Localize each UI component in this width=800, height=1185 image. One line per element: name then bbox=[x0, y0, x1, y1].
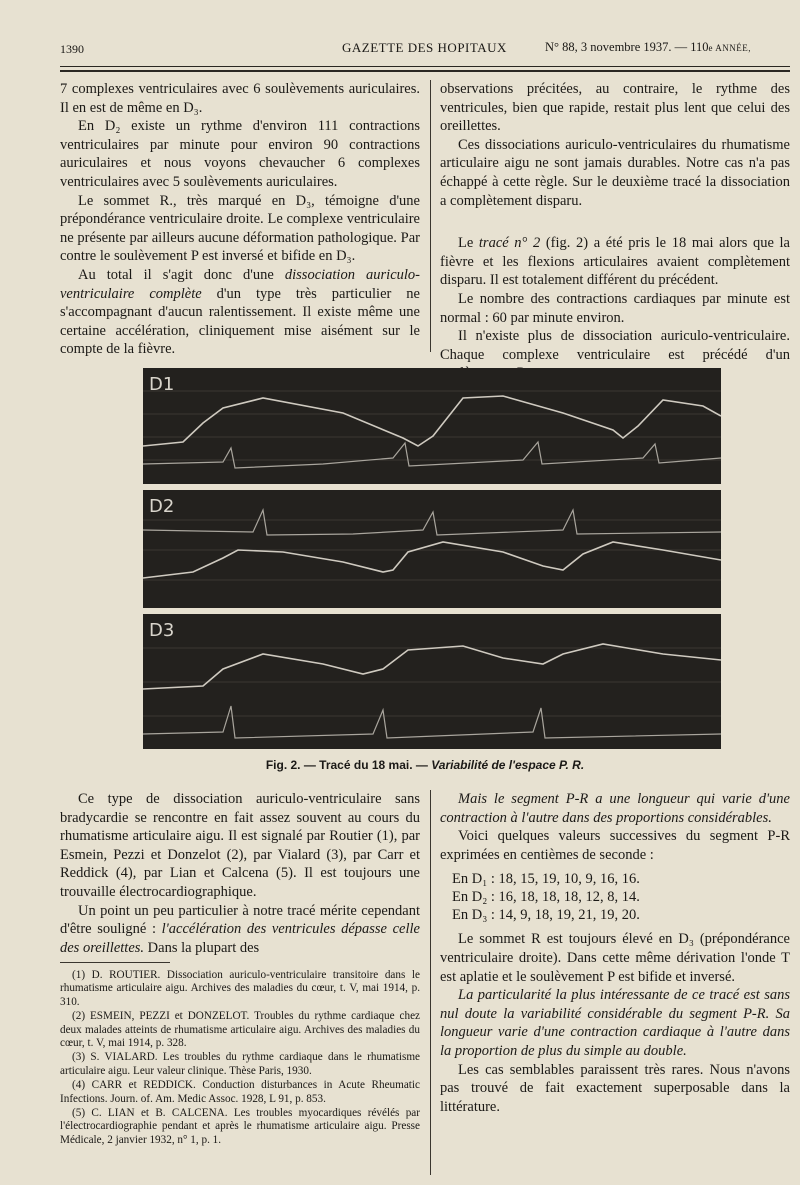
caption-title: Variabilité de l'espace P. R. bbox=[431, 758, 585, 772]
paragraph bbox=[440, 234, 790, 290]
header-rule-thick bbox=[60, 70, 790, 72]
text-run: d'un type très particulier ne s'accompagnant d'aucun ralentissement. Il existe même une certaine accélération, cliniquement mise aisément sur le compte de la fièvre. bbox=[60, 285, 420, 358]
text-run: (fig. 2) a été pris le 18 mai alors que la fièvre et les flexions articulaires avaient complètement disparu. Il est totalement différent du précédent. bbox=[440, 235, 790, 289]
column-divider bbox=[430, 790, 431, 1175]
paragraph: 7 complexes ventriculaires avec 6 soulèvements auriculaires. Il en est de même en D₃. bbox=[60, 81, 420, 116]
paragraph: En D₂ existe un rythme d'environ 111 contractions ventriculaires par minute pour environ 90 contractions auriculaires et nous voyons chevaucher 6 complexes ventriculaires avec 5 soulèvements auriculaires. bbox=[60, 118, 420, 190]
paragraph: Il n'existe plus de dissociation auriculo-ventriculaire. Chaque complexe ventriculaire est précédé d'un bbox=[440, 328, 790, 363]
text-run: Le bbox=[458, 235, 479, 252]
pr-values-d3: En D₃ : 14, 9, 18, 19, 21, 19, 20. bbox=[452, 907, 640, 924]
paragraph bbox=[60, 902, 420, 958]
footnote: (1) D. ROUTIER. Dissociation auriculo-ventriculaire transitoire dans le rhumatisme articulaire aigu. Archives des maladies du cœur, t. V, mai 1914, p. 310. bbox=[60, 969, 420, 1008]
journal-title: GAZETTE DES HOPITAUX bbox=[342, 40, 507, 55]
lead-name: D1 bbox=[149, 374, 175, 395]
lead-label bbox=[149, 374, 174, 395]
running-header bbox=[60, 38, 790, 60]
paragraph: Les cas semblables paraissent très rares. Nous n'avons pas trouvé de fait exactement superposable dans la littérature. bbox=[440, 1061, 790, 1115]
italic-run: dissociation auriculo-ventriculaire complète bbox=[60, 266, 420, 302]
text-run: Dans la plupart des bbox=[144, 939, 260, 956]
column-bottom-right bbox=[440, 790, 790, 1116]
paragraph bbox=[60, 266, 420, 359]
ecg-trace bbox=[143, 614, 721, 749]
paragraph: Mais le segment P-R a une longueur qui varie d'une contraction à l'autre dans des proportions considérables. bbox=[440, 791, 790, 826]
lead-name: D3 bbox=[149, 620, 175, 641]
text-run: Au total il s'agit donc d'une bbox=[78, 266, 285, 283]
paragraph: observations précitées, au contraire, le rythme des ventricules, bien que rapide, restait plus lent que celui des oreillettes. bbox=[440, 81, 790, 135]
lead-label bbox=[149, 496, 174, 517]
ecg-strip-d2 bbox=[143, 490, 721, 608]
pr-values-d2: En D₂ : 16, 18, 18, 18, 12, 8, 14. bbox=[452, 889, 640, 906]
ecg-strip-d1 bbox=[143, 368, 721, 484]
footnote: (3) S. VIALARD. Les troubles du rythme cardiaque dans le rhumatisme articulaire aigu. Leur valeur clinique. Thèse Paris, 1930. bbox=[60, 1051, 420, 1077]
paragraph: Le nombre des contractions cardiaques par minute est normal : 60 par minute environ. bbox=[440, 290, 790, 326]
pr-values-d1: En D₁ : 18, 15, 19, 10, 9, 16, 16. bbox=[452, 871, 640, 888]
caption-label: Fig. 2. — Tracé du 18 mai. — bbox=[265, 758, 432, 772]
text-run: Un point un peu particulier à notre tracé mérite cependant d'être souligné : bbox=[60, 902, 420, 938]
footnote: (2) ESMEIN, PEZZI et DONZELOT. Troubles du rythme cardiaque chez deux malades atteints de rhumatisme articulaire aigu. Archives des maladies du cœur, t. V, mai 1914, p. 328. bbox=[60, 1010, 420, 1050]
issue-suffix: e ANNÉE, bbox=[708, 43, 752, 53]
page-number: 1390 bbox=[60, 42, 84, 56]
footnote: (5) C. LIAN et B. CALCENA. Les troubles myocardiques révélés par l'électrocardiographie pendant et après le rhumatisme articulaire aigu. Presse Médicale, 2 janvier 1932, n° 1, p. 1. bbox=[60, 1107, 420, 1146]
paragraph: Voici quelques valeurs successives du segment P-R exprimées en centièmes de seconde : bbox=[440, 828, 790, 863]
ecg-trace bbox=[143, 368, 721, 484]
pr-values bbox=[452, 870, 790, 924]
italic-run: tracé n° 2 bbox=[478, 235, 541, 252]
lead-label bbox=[149, 620, 174, 641]
ecg-strip-d3 bbox=[143, 614, 721, 749]
column-divider bbox=[430, 80, 431, 352]
footnote: (4) CARR et REDDICK. Conduction disturbances in Acute Rheumatic Infections. Journ. of. Am. Medic Assoc. 1928, L 91, p. 853. bbox=[60, 1079, 420, 1105]
issue-info bbox=[545, 40, 751, 55]
paragraph: Ces dissociations auriculo-ventriculaires du rhumatisme articulaire aigu ne sont jamais durables. Notre cas n'a pas échappé à cette règle. Sur le deuxième tracé la dissociation a complètement disparu. bbox=[440, 136, 790, 209]
paragraph: Le sommet R est toujours élevé en D₃ (prépondérance ventriculaire droite). Dans cette même dérivation l'onde T est aplatie et le soulèvement P est bifide et inversé. bbox=[440, 931, 790, 985]
ecg-trace bbox=[143, 490, 721, 608]
paragraph: Le sommet R., très marqué en D₃, témoigne d'une prépondérance ventriculaire droite. Le complexe ventriculaire ne présente par ailleurs aucune déformation pathologique. Par contre le soulèvement P est inversé et bifide en D₃. bbox=[60, 192, 420, 265]
issue-line: N° 88, 3 novembre 1937. — 110 bbox=[545, 40, 709, 54]
footnotes bbox=[60, 962, 420, 1148]
paragraph: Ce type de dissociation auriculo-ventriculaire sans bradycardie se rencontre en fait assez souvent au cours du rhumatisme articulaire aigu. Il est signalé par Routier (1), par Esmein, Pezzi et Donzelot (2), par Vialard (3), par Carr et Reddick (4), par Lian et Calcena (5). Il est toujours une trouvaille électrocardiographique. bbox=[60, 791, 420, 900]
column-top-left bbox=[60, 80, 420, 359]
lead-name: D2 bbox=[149, 496, 175, 517]
column-top-right bbox=[440, 80, 790, 383]
paragraph: La particularité la plus intéressante de ce tracé est sans nul doute la variabilité considérable du segment P-R. Sa longueur varie d'une contraction cardiaque à l'autre dans la proportion de plus du simple au double. bbox=[440, 987, 790, 1059]
italic-run: l'accélération des ventricules dépasse celle des oreillettes. bbox=[60, 921, 420, 956]
header-rule bbox=[60, 66, 790, 67]
column-bottom-left bbox=[60, 790, 420, 957]
figure-caption bbox=[60, 758, 790, 772]
